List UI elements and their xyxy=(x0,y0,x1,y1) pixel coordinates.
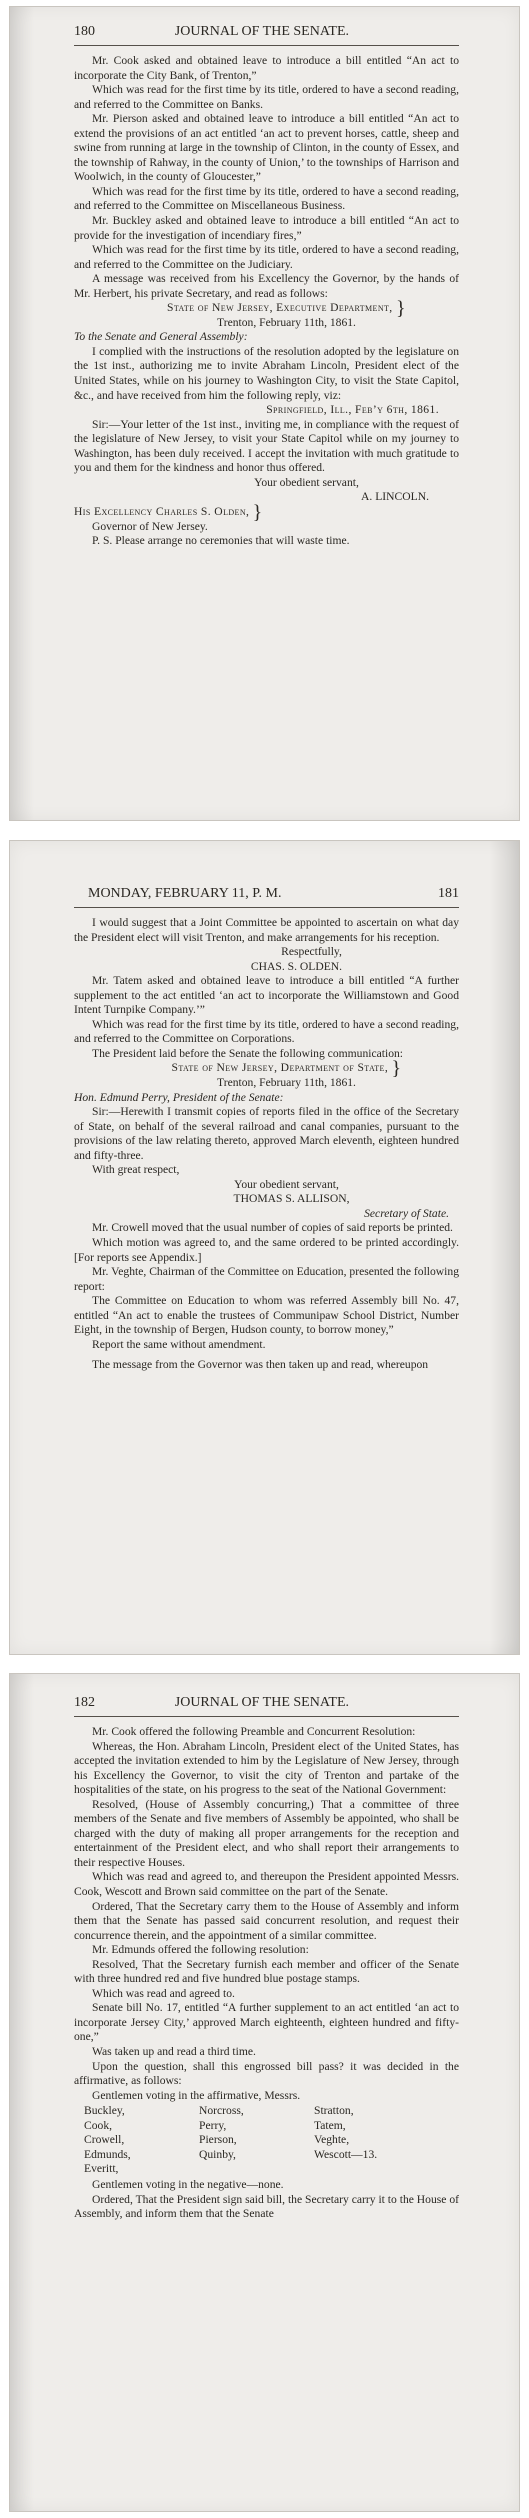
salutation: To the Senate and General Assembly: xyxy=(74,330,248,344)
paragraph: Mr. Buckley asked and obtained leave to introduce a bill entitled “An act to provide for the investigation of incendiary fires,” xyxy=(74,214,459,242)
signatory-title: Secretary of State. xyxy=(364,1206,449,1220)
addressee-line-2: Governor of New Jersey. xyxy=(92,519,208,533)
vote-name: Perry, xyxy=(199,2118,227,2132)
page-content xyxy=(74,23,459,549)
journal-page-180 xyxy=(9,6,520,821)
paragraph: Mr. Veghte, Chairman of the Committee on Education, presented the following report: xyxy=(74,1265,459,1293)
dateline-line-1: State of New Jersey, Executive Department, xyxy=(167,301,393,315)
paragraph: Which was read for the first time by its title, ordered to have a second reading, and referred to the Committee on Corporations. xyxy=(74,1017,459,1046)
paragraph: Gentlemen voting in the affirmative, Messrs. xyxy=(92,2088,301,2102)
paragraph: Mr. Cook offered the following Preamble and Concurrent Resolution: xyxy=(92,1725,416,1738)
page-gutter-shadow xyxy=(489,841,519,1654)
paragraph: I would suggest that a Joint Committee be appointed to ascertain on what day the President elect will visit Trenton, and make arrangements for his reception. xyxy=(74,916,459,944)
paragraph: Mr. Crowell moved that the usual number of copies of said reports be printed. xyxy=(92,1221,453,1235)
vote-name: Norcross, xyxy=(199,2104,244,2118)
page-content xyxy=(74,1694,459,2222)
page-number: 181 xyxy=(438,886,459,901)
page-number: 180 xyxy=(74,24,95,39)
paragraph: Which was read for the first time by its title, ordered to have a second reading, and referred to the Committee on the Judiciary. xyxy=(74,243,459,271)
closing: Your obedient servant, xyxy=(254,475,359,489)
vote-name: Quinby, xyxy=(199,2147,236,2161)
running-header xyxy=(74,885,459,903)
dateline-line-2: Trenton, February 11th, 1861. xyxy=(217,315,356,329)
paragraph: Senate bill No. 17, entitled “A further supplement to an act entitled ‘an act to incorporate Jersey City,’ approved March eighteenth, eighteen hundred and fifty-one,” xyxy=(74,2001,459,2044)
paragraph: Sir:—Herewith I transmit copies of reports filed in the office of the Secretary of State, on behalf of the several railroad and canal companies, pursuant to the provisions of the law relating thereto, approved March eleventh, eighteen hundred and fifty-three. xyxy=(74,1105,459,1162)
dateline: State of New Jersey, Executive Department, } xyxy=(167,297,406,320)
dateline-line-2: Trenton, February 11th, 1861. xyxy=(217,1076,356,1090)
signature: THOMAS S. ALLISON, xyxy=(233,1192,350,1206)
page-content xyxy=(74,885,459,1373)
paragraph: Which motion was agreed to, and the same ordered to be printed accordingly. [For reports see Appendix.] xyxy=(74,1236,459,1264)
vote-name: Veghte, xyxy=(314,2133,350,2147)
paragraph: Which was read and agreed to, and thereupon the President appointed Messrs. Cook, Wescott and Brown said committee on the part of the Senate. xyxy=(74,1870,459,1899)
paragraph: Resolved, That the Secretary furnish each member and officer of the Senate with three hundred red and five hundred blue postage stamps. xyxy=(74,1957,459,1986)
page-number: 182 xyxy=(74,1695,95,1710)
paragraph: Ordered, That the Secretary carry them to the House of Assembly and inform them that the Senate has passed said concurrent resolution, and request their concurrence therein, and the appointment of a similar committee. xyxy=(74,1899,459,1942)
paragraph: The message from the Governor was then taken up and read, whereupon xyxy=(92,1358,429,1372)
vote-list xyxy=(74,2104,459,2177)
vote-name: Pierson, xyxy=(199,2133,237,2147)
signature: CHAS. S. OLDEN. xyxy=(250,959,343,973)
paragraph: Which was read and agreed to. xyxy=(92,1986,235,2000)
addressee-name: His Excellency Charles S. Olden, xyxy=(74,504,250,518)
running-header xyxy=(74,1694,459,1712)
running-title: MONDAY, FEBRUARY 11, P. M. xyxy=(88,886,282,901)
page-gutter-shadow xyxy=(10,7,34,820)
paragraph: Mr. Tatem asked and obtained leave to introduce a bill entitled “A further supplement to the act entitled ‘an act to incorporate the Williamstown and Good Intent Turnpike Company.’” xyxy=(74,974,459,1017)
running-title: JOURNAL OF THE SENATE. xyxy=(174,24,349,39)
vote-name: Edmunds, xyxy=(84,2147,131,2161)
paragraph: I complied with the instructions of the resolution adopted by the legislature on the 1st inst., authorizing me to invite Abraham Lincoln, President elect of the United States, while on his journey to Washington City, to visit the State Capitol, &c., and have received from him the following reply, viz: xyxy=(74,344,459,402)
journal-page-181 xyxy=(9,840,520,1655)
regards: With great respect, xyxy=(92,1163,180,1177)
closing: Respectfully, xyxy=(281,945,342,959)
paragraph: Report the same without amendment. xyxy=(92,1337,266,1351)
paragraph: Which was read for the first time by its title, ordered to have a second reading, and referred to the Committee on Banks. xyxy=(74,83,459,111)
page-gutter-shadow xyxy=(10,1674,34,2511)
journal-page-182 xyxy=(9,1673,520,2512)
header-rule xyxy=(74,45,459,46)
vote-name: Cook, xyxy=(84,2118,113,2132)
vote-name: Tatem, xyxy=(314,2118,346,2132)
paragraph: Which was read for the first time by its title, ordered to have a second reading, and referred to the Committee on Miscellaneous Business. xyxy=(74,184,459,213)
vote-name: Wescott—13. xyxy=(314,2147,378,2161)
letter-dateline: Springfield, Ill., Feb’y 6th, 1861. xyxy=(266,403,439,417)
dateline-line-1: State of New Jersey, Department of State, xyxy=(171,1061,389,1075)
dateline: State of New Jersey, Department of State, } xyxy=(171,1057,402,1080)
paragraph: Upon the question, shall this engrossed bill pass? it was decided in the affirmative, as follows: xyxy=(74,2059,459,2088)
vote-name: Stratton, xyxy=(314,2104,354,2118)
paragraph: The Committee on Education to whom was referred Assembly bill No. 47, entitled “An act to enable the trustees of Communipaw School District, Number Eight, in the township of Bergen, Hudson county, to borrow money,” xyxy=(74,1294,459,1337)
closing: Your obedient servant, xyxy=(234,1177,339,1191)
signature: A. LINCOLN. xyxy=(361,490,429,504)
postscript: P. S. Please arrange no ceremonies that will waste time. xyxy=(92,534,350,548)
running-title: JOURNAL OF THE SENATE. xyxy=(174,1695,349,1710)
paragraph: A message was received from his Excellency the Governor, by the hands of Mr. Herbert, his private Secretary, and read as follows: xyxy=(74,272,459,300)
paragraph: The President laid before the Senate the following communication: xyxy=(92,1046,404,1060)
header-rule xyxy=(74,1716,459,1717)
running-header xyxy=(74,23,459,41)
paragraph: Mr. Pierson asked and obtained leave to introduce a bill entitled “An act to extend the provisions of an act entitled ‘an act to prevent horses, cattle, sheep and swine from running at large in the township of Clinton, in the county of Essex, and the township of Rahway, in the county of Union,’ to the townships of Harrison and Woolwich, in the county of Gloucester,” xyxy=(74,112,459,184)
header-rule xyxy=(74,907,459,908)
paragraph: Whereas, the Hon. Abraham Lincoln, President elect of the United States, has accepted the invitation extended to him by the Legislature of New Jersey, through his Excellency the Governor, to visit the city of Trenton and partake of the hospitalities of the state, on his progress to the seat of the National Government: xyxy=(74,1739,459,1797)
addressee-line-1: His Excellency Charles S. Olden, } xyxy=(74,501,263,524)
vote-name: Buckley, xyxy=(84,2104,125,2118)
paragraph: Was taken up and read a third time. xyxy=(92,2045,256,2059)
paragraph: Ordered, That the President sign said bill, the Secretary carry it to the House of Assembly, and inform them that the Senate xyxy=(74,2192,459,2221)
paragraph: Gentlemen voting in the negative—none. xyxy=(92,2177,284,2191)
paragraph: Resolved, (House of Assembly concurring,) That a committee of three members of the Senate and five members of Assembly be appointed, who shall be charged with the duty of making all proper arrangements for the reception and entertainment of the President elect, and who shall report their arrangements to their respective Houses. xyxy=(74,1797,459,1869)
vote-name: Everitt, xyxy=(84,2162,119,2176)
salutation: Hon. Edmund Perry, President of the Senate: xyxy=(74,1090,284,1104)
paragraph: Mr. Cook asked and obtained leave to introduce a bill entitled “An act to incorporate the City Bank, of Trenton,” xyxy=(74,54,459,82)
paragraph: Sir:—Your letter of the 1st inst., inviting me, in compliance with the request of the legislature of New Jersey, to visit your State Capitol while on my journey to Washington, has been duly received. I accept the invitation with much gratitude to you and them for the kindness and honor thus offered. xyxy=(74,417,459,475)
vote-name: Crowell, xyxy=(84,2133,125,2147)
paragraph: Mr. Edmunds offered the following resolution: xyxy=(92,1943,309,1957)
